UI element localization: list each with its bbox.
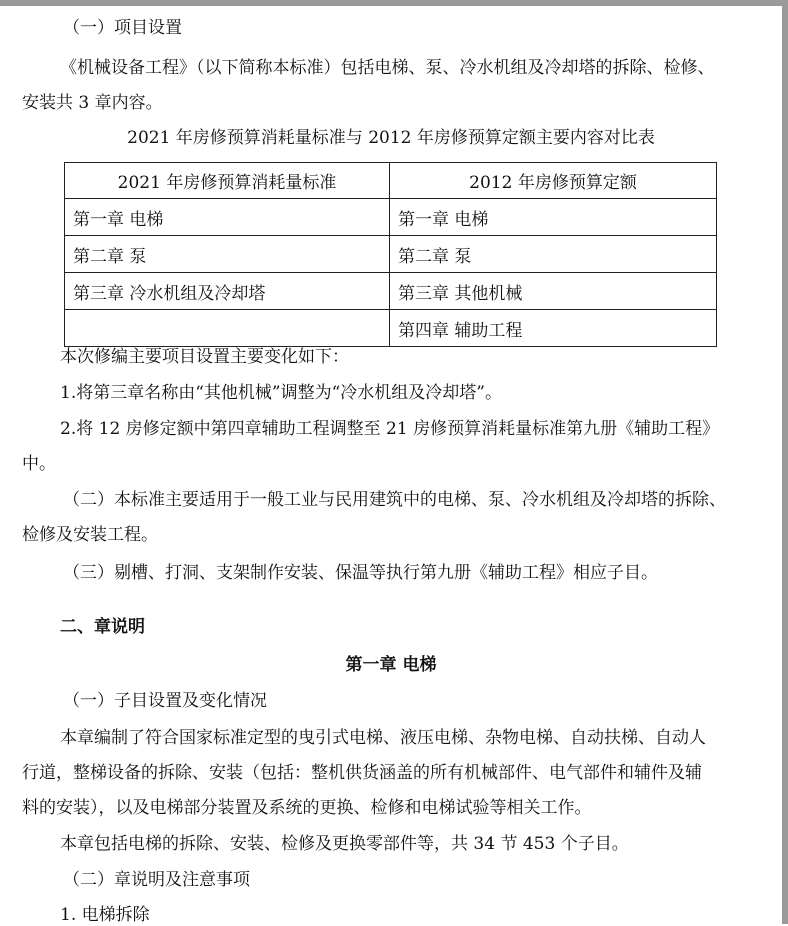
chapter-1-paragraph-line-2: 行道，整梯设备的拆除、安装（包括：整机供货涵盖的所有机械部件、电气部件和辅件及辅 — [22, 763, 702, 783]
table-header-cell: 2012 年房修预算定额 — [390, 163, 717, 199]
table-cell: 第一章 电梯 — [390, 199, 717, 236]
table-cell: 第四章 辅助工程 — [390, 310, 717, 347]
chapter-1-paragraph-line-1: 本章编制了符合国家标准定型的曳引式电梯、液压电梯、杂物电梯、自动扶梯、自动人 — [60, 728, 706, 748]
change-item-1: 1.将第三章名称由“其他机械”调整为“冷水机组及冷却塔”。 — [60, 383, 502, 403]
table-caption: 2021 年房修预算消耗量标准与 2012 年房修预算定额主要内容对比表 — [127, 128, 655, 148]
comparison-table — [64, 162, 717, 347]
table-cell: 第二章 泵 — [65, 236, 390, 273]
chapter-1-subheading-2: （二）章说明及注意事项 — [63, 870, 250, 890]
change-item-2-line-2: 中。 — [22, 454, 56, 474]
chapter-1-item-1: 1. 电梯拆除 — [60, 905, 150, 925]
intro-paragraph-line-2: 安装共 3 章内容。 — [22, 93, 163, 113]
table-header-cell: 2021 年房修预算消耗量标准 — [65, 163, 390, 199]
chapter-notes-heading: 二、章说明 — [60, 617, 145, 637]
change-item-2-line-1: 2.将 12 房修定额中第四章辅助工程调整至 21 房修预算消耗量标准第九册《辅助工程》 — [60, 419, 720, 439]
table-row — [65, 199, 717, 236]
intro-paragraph-line-1: 《机械设备工程》（以下简称本标准）包括电梯、泵、冷水机组及冷却塔的拆除、检修、 — [60, 58, 715, 78]
changes-intro: 本次修编主要项目设置主要变化如下： — [60, 347, 349, 367]
table-row — [65, 273, 717, 310]
chapter-1-paragraph-line-3: 料的安装），以及电梯部分装置及系统的更换、检修和电梯试验等相关工作。 — [22, 798, 592, 818]
chapter-1-title: 第一章 电梯 — [345, 655, 437, 675]
table-row — [65, 310, 717, 347]
table-cell: 第一章 电梯 — [65, 199, 390, 236]
table-cell: 第二章 泵 — [390, 236, 717, 273]
table-cell: 第三章 其他机械 — [390, 273, 717, 310]
table-cell: 第三章 冷水机组及冷却塔 — [65, 273, 390, 310]
chapter-1-subheading-1: （一）子目设置及变化情况 — [63, 691, 267, 711]
table-header-row — [65, 163, 717, 199]
section-3: （三）剔槽、打洞、支架制作安装、保温等执行第九册《辅助工程》相应子目。 — [63, 563, 658, 583]
section-heading-project-setup: （一）项目设置 — [63, 18, 182, 38]
window-top-border — [0, 0, 788, 6]
chapter-1-paragraph-2: 本章包括电梯的拆除、安装、检修及更换零部件等，共 34 节 453 个子目。 — [60, 834, 629, 854]
section-2-line-2: 检修及安装工程。 — [22, 525, 158, 545]
section-2-line-1: （二）本标准主要适用于一般工业与民用建筑中的电梯、泵、冷水机组及冷却塔的拆除、 — [63, 490, 726, 510]
table-row — [65, 236, 717, 273]
window-right-border — [782, 0, 788, 924]
table-cell — [65, 310, 390, 347]
